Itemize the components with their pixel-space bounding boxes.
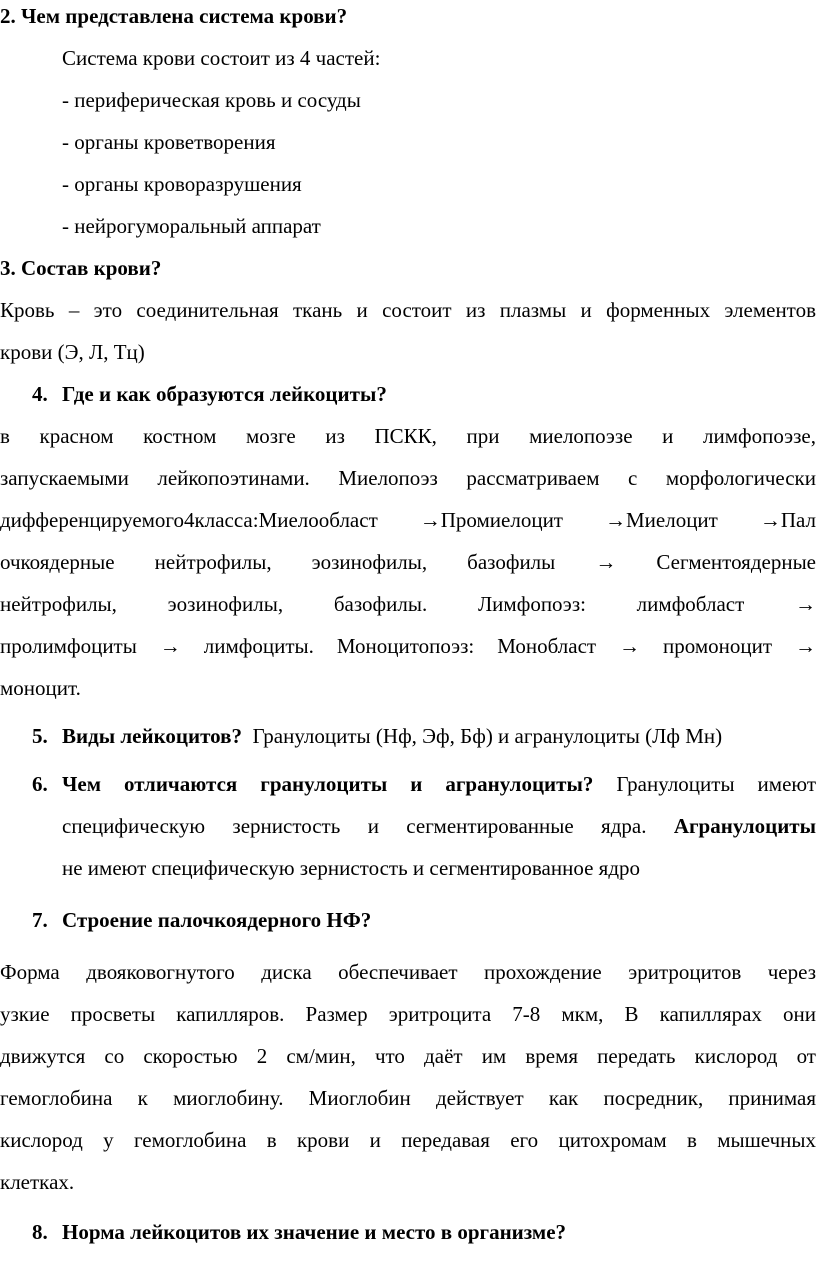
section-2-item: - нейрогуморальный аппарат	[62, 214, 321, 238]
section-6-text: специфическую зернистость и сегментированные ядра.	[62, 814, 647, 838]
section-7-line: Форма двояковогнутого диска обеспечивает прохождение эритроцитов через	[0, 960, 816, 984]
section-6-text: не имеют специфическую зернистость и сегментированное ядро	[62, 856, 641, 880]
section-6-number: 6.	[32, 772, 48, 796]
section-4-line: нейтрофилы, эозинофилы, базофилы. Лимфопоэз: лимфобласт →	[0, 592, 816, 616]
section-6-text: Гранулоциты имеют	[616, 772, 816, 796]
section-4-line: запускаемыми лейкопоэтинами. Миелопоэз рассматриваем с морфологически	[0, 466, 816, 490]
section-3-line: Кровь – это соединительная ткань и состоит из плазмы и форменных элементов	[0, 298, 816, 322]
section-7-line: кислород у гемоглобина в крови и передавая его цитохромам в мышечных	[0, 1128, 816, 1152]
section-7-line: движутся со скоростью 2 см/мин, что даёт им время передать кислород от	[0, 1044, 816, 1068]
section-5-title: Виды лейкоцитов?	[62, 724, 242, 748]
section-4-line: моноцит.	[0, 676, 81, 700]
section-5-text: Гранулоциты (Нф, Эф, Бф) и агранулоциты (Лф Мн)	[252, 724, 723, 748]
section-8-number: 8.	[32, 1220, 48, 1244]
section-2-item: - периферическая кровь и сосуды	[62, 88, 361, 112]
section-2-item: - органы кроворазрушения	[62, 172, 302, 196]
section-5-number: 5.	[32, 724, 48, 748]
section-6-line	[62, 774, 816, 795]
section-2-title: 2. Чем представлена система крови?	[0, 4, 348, 28]
section-4-line: очкоядерные нейтрофилы, эозинофилы, базофилы → Сегментоядерные	[0, 550, 816, 574]
section-4-title: Где и как образуются лейкоциты?	[62, 382, 387, 406]
section-3-line: крови (Э, Л, Тц)	[0, 340, 145, 364]
section-6-bold-term: Агранулоциты	[673, 814, 816, 838]
section-4-number: 4.	[32, 382, 48, 406]
section-4-line: дифференцируемого4класса:Миелообласт →Промиелоцит →Миелоцит →Пал	[0, 508, 816, 532]
section-7-line: узкие просветы капилляров. Размер эритроцита 7-8 мкм, В капиллярах они	[0, 1002, 816, 1026]
section-4-line: пролимфоциты → лимфоциты. Моноцитопоэз: Монобласт → промоноцит →	[0, 634, 816, 658]
section-7-line: клетках.	[0, 1170, 75, 1194]
section-7-number: 7.	[32, 908, 48, 932]
section-6-title: Чем отличаются гранулоциты и агранулоциты?	[62, 772, 594, 796]
section-4-line: в красном костном мозге из ПСКК, при миелопоэзе и лимфопоэзе,	[0, 424, 816, 448]
section-8-title: Норма лейкоцитов их значение и место в организме?	[62, 1220, 567, 1244]
section-5-line	[62, 726, 722, 747]
section-2-intro: Система крови состоит из 4 частей:	[62, 46, 381, 70]
section-7-title: Строение палочкоядерного НФ?	[62, 908, 372, 932]
section-2-item: - органы кроветворения	[62, 130, 276, 154]
section-7-line: гемоглобина к миоглобину. Миоглобин действует как посредник, принимая	[0, 1086, 816, 1110]
section-6-line	[62, 816, 816, 837]
section-3-title: 3. Состав крови?	[0, 256, 162, 280]
